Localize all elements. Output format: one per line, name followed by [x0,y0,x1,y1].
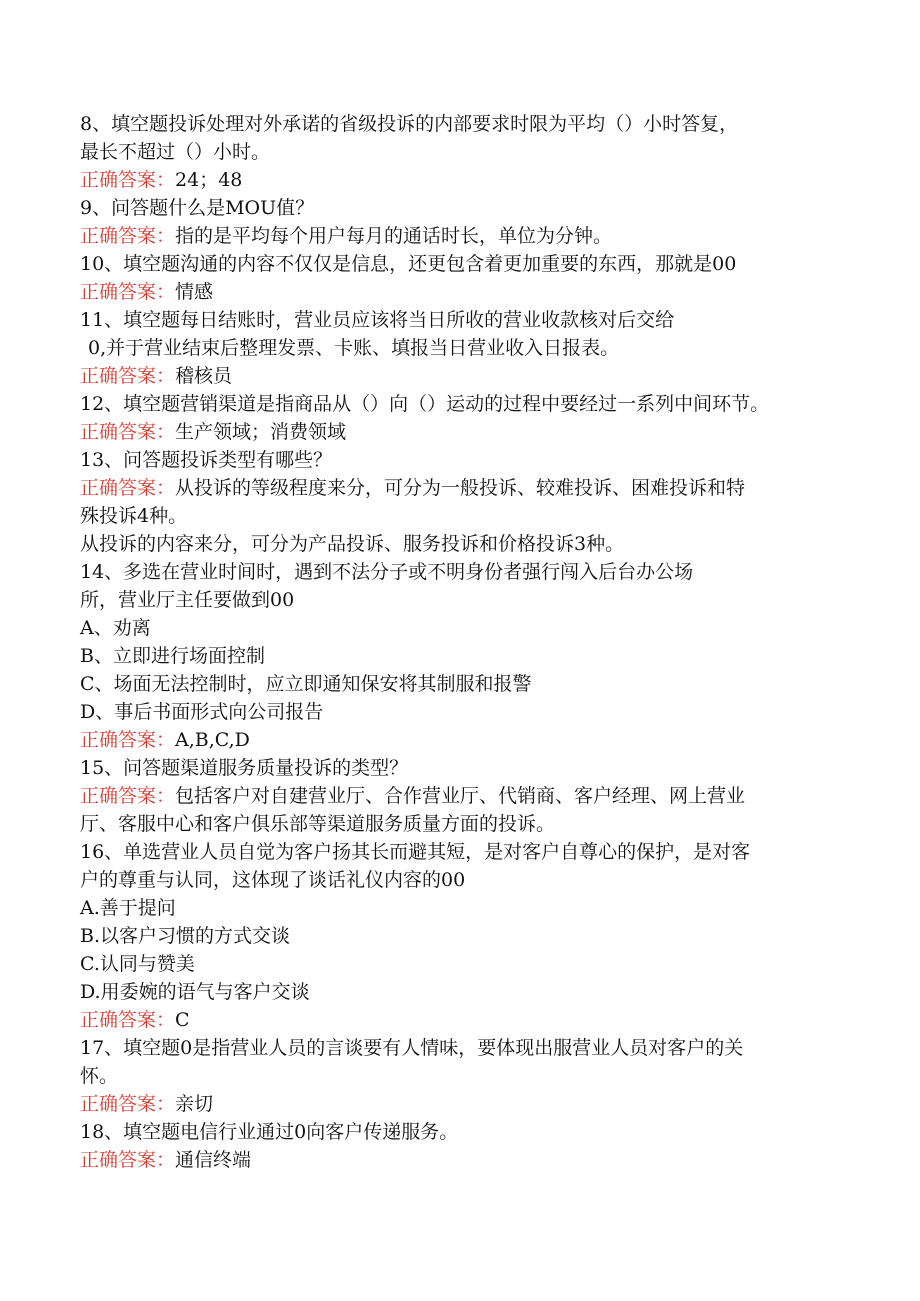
answer-line [80,278,840,306]
answer-label: 正确答案： [80,1093,176,1115]
answer-text: 亲切 [175,1093,214,1115]
answer-text: 通信终端 [175,1149,252,1171]
question-text: 16、单选营业人员自觉为客户扬其长而避其短，是对客户自尊心的保护，是对客 [80,841,751,863]
question-item [80,838,840,1034]
option-d: D.用委婉的语气与客户交谈 [80,981,310,1003]
question-text: 13、问答题投诉类型有哪些？ [80,449,333,471]
answer-label: 正确答案： [80,1009,176,1031]
question-item [80,446,840,558]
answer-text: 从投诉的等级程度来分，可分为一般投诉、较难投诉、困难投诉和特 [175,477,746,499]
answer-line [80,782,840,810]
option-c: C、场面无法控制时，应立即通知保安将其制服和报警 [80,673,532,695]
answer-line [80,1090,840,1118]
question-text: 18、填空题电信行业通过0向客户传递服务。 [80,1121,459,1143]
answer-line [80,726,840,754]
answer-text: 包括客户对自建营业厅、合作营业厅、代销商、客户经理、网上营业 [175,785,746,807]
answer-label: 正确答案： [80,477,176,499]
answer-line [80,166,840,194]
answer-label: 正确答案： [80,225,176,247]
answer-label: 正确答案： [80,169,176,191]
answer-text: 稽核员 [175,365,233,387]
question-text: 17、填空题0是指营业人员的言谈要有人情味，要体现出服营业人员对客户的关 [80,1037,744,1059]
question-text: 8、填空题投诉处理对外承诺的省级投诉的内部要求时限为平均（）小时答复， [80,113,739,135]
question-text: 0,并于营业结束后整理发票、卡账、填报当日营业收入日报表。 [88,337,620,359]
question-text: 12、填空题营销渠道是指商品从（）向（）运动的过程中要经过一系列中间环节。 [80,393,770,415]
question-text: 9、问答题什么是MOU值？ [80,197,315,219]
question-text: 15、问答题渠道服务质量投诉的类型？ [80,757,409,779]
answer-text: A,B,C,D [175,729,250,751]
option-c: C.认同与赞美 [80,953,195,975]
question-item [80,306,840,390]
answer-line [80,222,840,250]
answer-text: C [175,1009,190,1031]
answer-text: 24；48 [175,169,243,191]
question-text: 最长不超过（）小时。 [80,141,271,163]
question-text: 户的尊重与认同，这体现了谈话礼仪内容的00 [80,869,466,891]
answer-text: 情感 [175,281,214,303]
answer-label: 正确答案： [80,421,176,443]
question-text: 10、填空题沟通的内容不仅仅是信息，还更包含着更加重要的东西，那就是00 [80,253,737,275]
answer-text: 指的是平均每个用户每月的通话时长，单位为分钟。 [175,225,613,247]
question-item [80,1034,840,1118]
option-a: A、劝离 [80,617,151,639]
option-d: D、事后书面形式向公司报告 [80,701,324,723]
option-b: B、立即进行场面控制 [80,645,265,667]
answer-continuation: 从投诉的内容来分，可分为产品投诉、服务投诉和价格投诉3种。 [80,533,625,555]
answer-label: 正确答案： [80,785,176,807]
answer-continuation: 殊投诉4种。 [80,505,188,527]
answer-line [80,362,840,390]
question-item [80,390,840,446]
question-item [80,754,840,838]
answer-label: 正确答案： [80,729,176,751]
answer-label: 正确答案： [80,1149,176,1171]
question-text: 11、填空题每日结账时，营业员应该将当日所收的营业收款核对后交给 [80,309,675,331]
question-item [80,250,840,306]
option-b: B.以客户习惯的方式交谈 [80,925,291,947]
answer-line [80,474,840,502]
question-text: 所，营业厅主任要做到00 [80,589,295,611]
answer-line [80,1146,840,1174]
answer-text: 生产领域；消费领域 [175,421,347,443]
answer-label: 正确答案： [80,281,176,303]
question-item [80,1118,840,1174]
answer-line [80,418,840,446]
question-text: 14、多选在营业时间时，遇到不法分子或不明身份者强行闯入后台办公场 [80,561,694,583]
question-text: 怀。 [80,1065,119,1087]
answer-line [80,1006,840,1034]
answer-continuation: 厅、客服中心和客户俱乐部等渠道服务质量方面的投诉。 [80,813,556,835]
answer-label: 正确答案： [80,365,176,387]
question-item [80,558,840,754]
document-page [80,110,840,1174]
question-item [80,110,840,194]
question-item [80,194,840,250]
option-a: A.善于提问 [80,897,176,919]
